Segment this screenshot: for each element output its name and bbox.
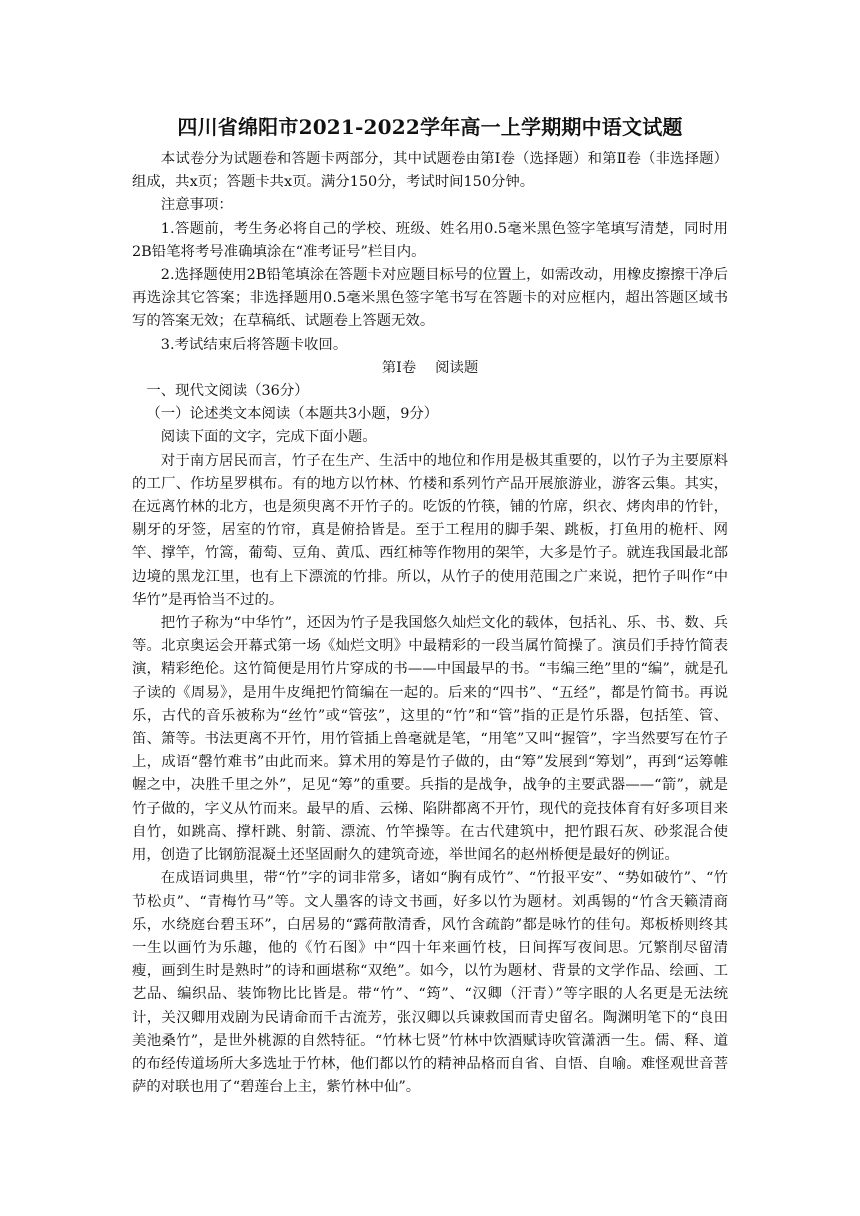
passage-paragraph-1: 对于南方居民而言，竹子在生产、生活中的地位和作用是极其重要的，以竹子为主要原料的工厂、作坊星罗棋布。有的地方以竹林、竹楼和系列竹产品开展旅游业，游客云集。其实，在远离竹林的北方，也是须臾离不开竹子的。吃饭的竹筷，铺的竹席，织衣、烤肉串的竹针，剔牙的牙签，居室的竹帘，真是俯拾皆是。至于工程用的脚手架、跳板，打鱼用的桅杆、网竿、撑竿，竹篙，葡萄、豆角、黄瓜、西红柿等作物用的架竿，大多是竹子。就连我国最北部边境的黑龙江里，也有上下漂流的竹排。所以，从竹子的使用范围之广来说，把竹子叫作“中华竹”是再恰当不过的。: [132, 452, 728, 608]
document-title: 四川省绵阳市2021-2022学年高一上学期期中语文试题: [177, 115, 683, 139]
passage-paragraph-3: 在成语词典里，带“竹”字的词非常多，诸如“胸有成竹”、“竹报平安”、“势如破竹”、“竹节松贞”、“青梅竹马”等。文人墨客的诗文书画，好多以竹为题材。刘禹锡的“竹含天籁清商乐，水绕庭台碧玉环”，白居易的“露荷散清香，风竹含疏韵”都是咏竹的佳句。郑板桥则终其一生以画竹为乐趣，他的《竹石图》中“四十年来画竹枝，日间挥写夜间思。冗繁削尽留清瘦，画到生时是熟时”的诗和画堪称“双绝”。如今，以竹为题材、背景的文学作品、绘画、工艺品、编织品、装饰物比比皆是。带“竹”、“筠”、“汉卿（汗青）”等字眼的人名更是无法统计，关汉卿用戏剧为民请命而千古流芳，张汉卿以兵谏救国而青史留名。陶渊明笔下的“良田美池桑竹”，是世外桃源的自然特征。“竹林七贤”竹林中饮酒赋诗吹管潇洒一生。儒、释、道的布经传道场所大多选址于竹林，他们都以竹的精神品格而自省、自悟、自喻。难怪观世音菩萨的对联也用了“碧莲台上主，紫竹林中仙”。: [132, 870, 728, 1096]
exam-intro: 本试卷分为试题卷和答题卡两部分，其中试题卷由第Ⅰ卷（选择题）和第Ⅱ卷（非选择题）组成，共x页；答题卡共x页。满分150分，考试时间150分钟。: [132, 151, 728, 191]
notice-item-1: 1.答题前，考生务必将自己的学校、班级、姓名用0.5毫米黑色签字笔填写清楚，同时用2B铅笔将考号准确填涂在“准考证号”栏目内。: [132, 220, 728, 260]
notice-heading: 注意事项：: [160, 197, 233, 214]
reading-instruction: 阅读下面的文字，完成下面小题。: [160, 429, 377, 446]
notice-item-3: 3.考试结束后将答题卡收回。: [160, 336, 348, 353]
passage-paragraph-2: 把竹子称为“中华竹”，还因为竹子是我国悠久灿烂文化的载体，包括礼、乐、书、数、兵等。北京奥运会开幕式第一场《灿烂文明》中最精彩的一段当属竹简操了。演员们手持竹简表演，精彩绝伦。这竹简便是用竹片穿成的书——中国最早的书。“韦编三绝”里的“编”，就是孔子读的《周易》，是用牛皮绳把竹简编在一起的。后来的“四书”、“五经”，都是竹简书。再说乐，古代的音乐被称为“丝竹”或“管弦”，这里的“竹”和“管”指的正是竹乐器，包括笙、管、笛、箫等。书法更离不开竹，用竹管插上兽毫就是笔，“用笔”又叫“握管”，字当然要写在竹子上，成语“罄竹难书”由此而来。算术用的筹是竹子做的，由“筹”发展到“筹划”，再到“运筹帷幄之中，决胜千里之外”，足见“筹”的重要。兵指的是战争，战争的主要武器——“箭”，就是竹子做的，字义从竹而来。最早的盾、云梯、陷阱都离不开竹，现代的竞技体育有好多项目来自竹，如跳高、撑杆跳、射箭、漂流、竹竿操等。在古代建筑中，把竹跟石灰、砂浆混合使用，创造了比钢筋混凝土还坚固耐久的建筑奇迹，举世闻名的赵州桥便是最好的例证。: [132, 615, 728, 864]
part-heading: 第Ⅰ卷 阅读题: [381, 359, 479, 376]
subsection-heading: （一）论述类文本阅读（本题共3小题，9分）: [146, 406, 439, 423]
section-heading: 一、现代文阅读（36分）: [146, 383, 309, 400]
notice-item-2: 2.选择题使用2B铅笔填涂在答题卡对应题目标号的位置上，如需改动，用橡皮擦擦干净后再选涂其它答案；非选择题用0.5毫米黑色签字笔书写在答题卡的对应框内，超出答题区域书写的答案无效；在草稿纸、试题卷上答题无效。: [132, 267, 728, 330]
